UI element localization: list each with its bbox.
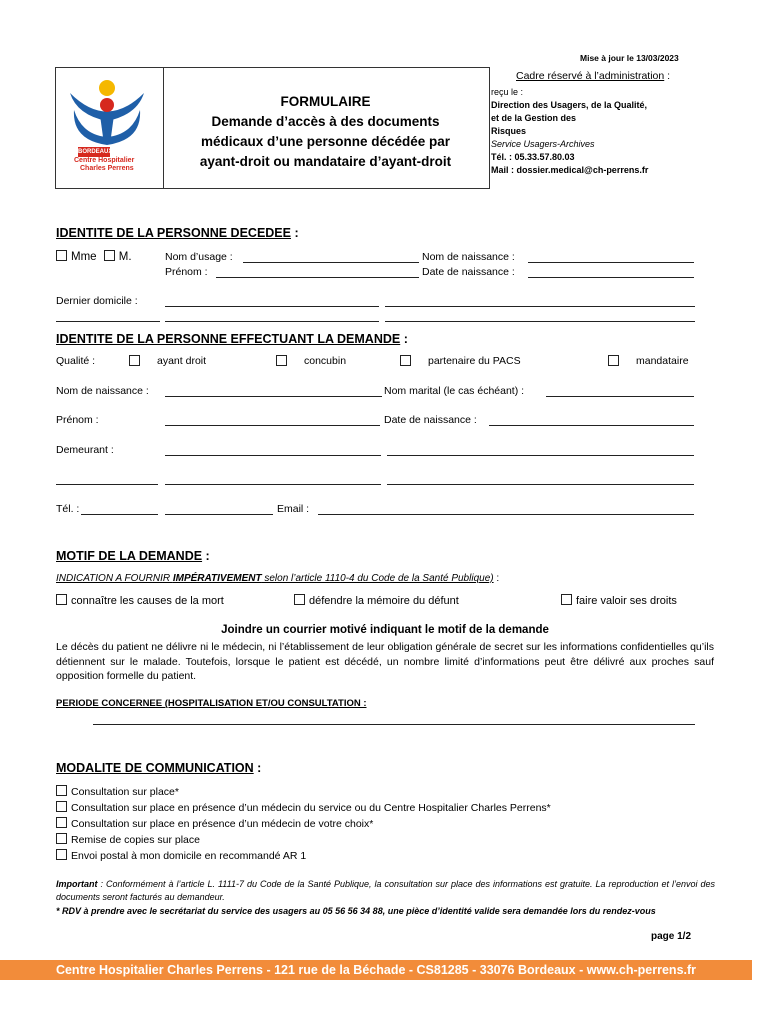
join-letter-title: Joindre un courrier motivé indiquant le motif de la demande (221, 624, 549, 636)
marital-name-field[interactable] (546, 396, 694, 397)
pacs-label: partenaire du PACS (428, 355, 521, 367)
ayant-droit-checkbox[interactable] (129, 355, 140, 366)
last-address-label: Dernier domicile : (56, 295, 138, 307)
rights-checkbox[interactable] (561, 594, 572, 605)
comm-option-5 (56, 848, 551, 864)
admin-mail: Mail : dossier.medical@ch-perrens.fr (491, 165, 649, 175)
residing-field-4[interactable] (165, 484, 381, 485)
motive-option-causes (56, 594, 224, 607)
deceased-title-text: IDENTITE DE LA PERSONNE DECEDEE (56, 226, 291, 240)
comm-label-5: Envoi postal à mon domicile en recommandé AR 1 (71, 850, 307, 862)
email-label: Email : (277, 503, 310, 515)
page-number: page 1/2 (651, 931, 692, 942)
rights-label: faire valoir ses droits (576, 595, 677, 607)
indication-colon: : (493, 573, 500, 584)
comm-checkbox-3[interactable] (56, 817, 67, 828)
first-name-label: Prénom : (165, 266, 208, 278)
residing-field-3[interactable] (56, 484, 158, 485)
important-label: Important (56, 879, 98, 889)
quality-label: Qualité : (56, 355, 96, 367)
usage-name-label: Nom d’usage : (165, 251, 233, 263)
admin-title-colon: : (664, 70, 671, 82)
section-motive-title (56, 549, 210, 563)
motive-option-memory (294, 594, 459, 607)
admin-dir-2: et de la Gestion des (491, 113, 577, 123)
admin-title (516, 70, 670, 82)
marital-name-label: Nom marital (le cas échéant) : (384, 385, 525, 397)
birth-date-field[interactable] (528, 277, 694, 278)
mme-checkbox[interactable] (56, 250, 67, 261)
memory-checkbox[interactable] (294, 594, 305, 605)
residing-field-2[interactable] (387, 455, 694, 456)
requester-birth-name-label: Nom de naissance : (56, 385, 149, 397)
admin-dir-1: Direction des Usagers, de la Qualité, (491, 100, 648, 110)
comm-label-4: Remise de copies sur place (71, 834, 200, 846)
form-title: FORMULAIRE (280, 94, 371, 109)
last-address-field-2[interactable] (385, 306, 695, 307)
footer-bar: Centre Hospitalier Charles Perrens - 121 rue de la Béchade - CS81285 - 33076 Bordeaux - www.ch-perrens.fr (0, 960, 752, 980)
communication-options (56, 784, 551, 864)
requester-first-name-label: Prénom : (56, 414, 99, 426)
pacs-checkbox[interactable] (400, 355, 411, 366)
residing-field-1[interactable] (165, 455, 381, 456)
m-checkbox[interactable] (104, 250, 115, 261)
admin-dir-3: Risques (491, 126, 527, 136)
period-field[interactable] (93, 724, 695, 725)
form-subtitle-2: médicaux d’une personne décédée par (200, 134, 451, 149)
residing-label: Demeurant : (56, 444, 114, 456)
birth-name-label: Nom de naissance : (422, 251, 515, 263)
requester-title-colon: : (400, 332, 408, 346)
requester-birth-date-field[interactable] (489, 425, 694, 426)
comm-option-2 (56, 800, 551, 816)
admin-received: reçu le : (491, 87, 524, 97)
important-note (56, 878, 715, 903)
section-communication-title (56, 761, 261, 775)
deceased-title-colon: : (291, 226, 299, 240)
section-deceased-title (56, 226, 299, 240)
period-title: PERIODE CONCERNEE (HOSPITALISATION ET/OU CONSULTATION : (56, 698, 367, 709)
mandataire-checkbox[interactable] (608, 355, 619, 366)
comm-checkbox-5[interactable] (56, 849, 67, 860)
form-subtitle-3: ayant-droit ou mandataire d’ayant-droit (199, 154, 452, 169)
communication-title-colon: : (253, 761, 262, 775)
residing-field-5[interactable] (387, 484, 694, 485)
comm-checkbox-4[interactable] (56, 833, 67, 844)
logo-city: BORDEAUX (78, 149, 113, 155)
update-date: Mise à jour le 13/03/2023 (580, 53, 679, 63)
comm-label-1: Consultation sur place* (71, 786, 179, 798)
ayant-droit-label: ayant droit (157, 355, 207, 367)
important-text: : Conformément à l’article L. 1111-7 du Code de la Santé Publique, la consultation sur place des informations est gratuite. La reproduction et l’envoi des documents seront facturés au demandeur. (56, 879, 715, 902)
admin-block (491, 86, 648, 177)
comm-checkbox-1[interactable] (56, 785, 67, 796)
comm-option-4 (56, 832, 551, 848)
comm-option-3 (56, 816, 551, 832)
last-address-field-3[interactable] (56, 321, 160, 322)
comm-label-2: Consultation sur place en présence d’un médecin du service ou du Centre Hospitalier Charles Perrens* (71, 802, 551, 814)
birth-date-label: Date de naissance : (422, 266, 515, 278)
indication-b: IMPÉRATIVEMENT (172, 573, 262, 584)
rdv-note: * RDV à prendre avec le secrétariat du service des usagers au 05 56 56 34 88, une pièce d’identité valide sera demandée lors du rendez-vous (56, 906, 656, 916)
birth-name-field[interactable] (528, 262, 694, 263)
motive-option-rights (561, 594, 677, 607)
communication-title-text: MODALITE DE COMMUNICATION (56, 761, 254, 775)
phone-field-2[interactable] (165, 514, 273, 515)
section-requester-title (56, 332, 408, 346)
requester-birth-date-label: Date de naissance : (384, 414, 477, 426)
motive-title-text: MOTIF DE LA DEMANDE (56, 549, 203, 563)
civility-row (56, 250, 132, 263)
first-name-field[interactable] (216, 277, 419, 278)
admin-title-text: Cadre réservé à l’administration (516, 70, 665, 82)
mandataire-label: mandataire (636, 355, 689, 367)
phone-field[interactable] (81, 514, 158, 515)
admin-tel: Tél. : 05.33.57.80.03 (491, 152, 575, 162)
requester-first-name-field[interactable] (165, 425, 380, 426)
mme-label: Mme (71, 251, 97, 263)
logo-text-1: Centre Hospitalier (74, 157, 135, 164)
email-field[interactable] (318, 514, 694, 515)
last-address-field-5[interactable] (385, 321, 695, 322)
m-label: M. (118, 251, 132, 263)
phone-label: Tél. : (56, 503, 80, 515)
last-address-field-1[interactable] (165, 306, 379, 307)
comm-checkbox-2[interactable] (56, 801, 67, 812)
indication-line (56, 573, 499, 584)
motive-title-colon: : (202, 549, 210, 563)
concubin-label: concubin (304, 355, 347, 367)
form-subtitle-1: Demande d’accès à des documents (211, 114, 440, 129)
causes-checkbox[interactable] (56, 594, 67, 605)
admin-service: Service Usagers-Archives (491, 139, 595, 149)
logo-text-2: Charles Perrens (80, 165, 134, 172)
indication-a: INDICATION A FOURNIR (56, 573, 173, 584)
concubin-checkbox[interactable] (276, 355, 287, 366)
comm-option-1 (56, 784, 551, 800)
comm-label-3: Consultation sur place en présence d’un médecin de votre choix* (71, 818, 374, 830)
usage-name-field[interactable] (243, 262, 419, 263)
last-address-field-4[interactable] (165, 321, 379, 322)
form-title-block (163, 92, 488, 172)
memory-label: défendre la mémoire du défunt (309, 595, 459, 607)
causes-label: connaître les causes de la mort (71, 595, 224, 607)
secret-paragraph: Le décès du patient ne délivre ni le médecin, ni l’établissement de leur obligation générale de secret sur les informations confidentielles qu’ils détiennent sur le malade. Toutefois, lorsque le patient est décédé, un nombre limité d’informations peut être délivré aux proches sauf opposition formelle du patient. (56, 641, 714, 682)
requester-birth-name-field[interactable] (165, 396, 382, 397)
indication-c: selon l’article 1110-4 du Code de la Santé Publique) (261, 573, 494, 584)
requester-title-text: IDENTITE DE LA PERSONNE EFFECTUANT LA DEMANDE (56, 332, 401, 346)
